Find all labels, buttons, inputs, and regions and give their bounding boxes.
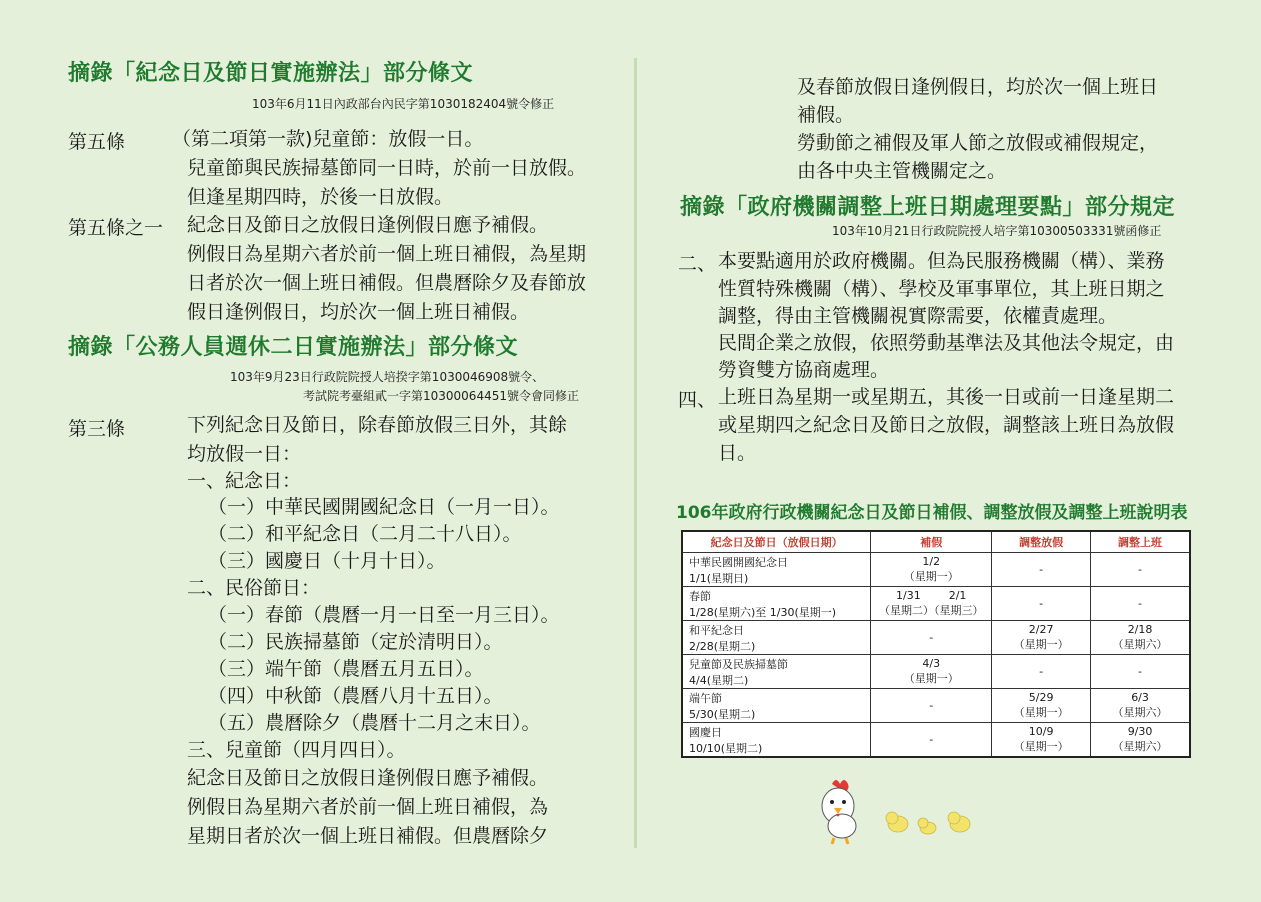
table-row	[682, 553, 1190, 587]
article-text-line: （一）中華民國開國紀念日（一月一日）。	[208, 496, 560, 518]
amendment-note: 103年10月21日行政院院授人培字第10300503331號函修正	[832, 224, 1162, 238]
adjusted-work-cell: -	[1091, 553, 1190, 587]
holiday-cell	[682, 587, 871, 621]
item-text-line: 調整，得由主管機關視實際需要，依權責處理。	[718, 305, 1118, 327]
item-text-line: 本要點適用於政府機關。但為民服務機關（構）、業務	[718, 250, 1165, 272]
holiday-name: 和平紀念日	[689, 623, 744, 637]
article-text-line: 三、兒童節（四月四日）。	[187, 739, 406, 761]
article-text-line: （三）國慶日（十月十日）。	[208, 550, 446, 572]
adjusted-off-cell: -	[992, 587, 1091, 621]
adjusted-work-cell: 9/30 （星期六）	[1091, 723, 1190, 758]
table-row	[682, 723, 1190, 758]
article-label: 第五條	[68, 131, 126, 153]
holiday-table	[681, 530, 1191, 758]
makeup-cell: 1/2 （星期一）	[871, 553, 992, 587]
column-header: 補假	[871, 531, 992, 553]
rooster-icon	[822, 780, 856, 844]
article-text-line: （四）中秋節（農曆八月十五日）。	[208, 685, 503, 707]
holiday-date: 1/28(星期六)至 1/30(星期一)	[689, 605, 837, 619]
holiday-date: 2/28(星期二)	[689, 639, 756, 653]
holiday-name: 國慶日	[689, 725, 722, 739]
article-text-line: 補假。	[797, 104, 855, 126]
holiday-name: 端午節	[689, 691, 722, 705]
chick-icon	[948, 812, 970, 832]
article-text-line: （五）農曆除夕（農曆十二月之末日）。	[208, 712, 541, 734]
table-title: 106年政府行政機關紀念日及節日補假、調整放假及調整上班說明表	[676, 503, 1188, 523]
holiday-date: 5/30(星期二)	[689, 707, 756, 721]
makeup-cell: 1/31 2/1 （星期二）（星期三）	[871, 587, 992, 621]
makeup-cell: -	[871, 723, 992, 758]
article-text-line: 一、紀念日：	[187, 470, 302, 492]
column-header: 調整放假	[992, 531, 1091, 553]
item-text-line: 日。	[718, 442, 757, 464]
adjusted-work-cell: 6/3 （星期六）	[1091, 689, 1190, 723]
item-text-line: 或星期四之紀念日及節日之放假，調整該上班日為放假	[718, 414, 1175, 436]
amendment-note: 103年6月11日內政部台內民字第1030182404號令修正	[252, 97, 555, 111]
table-header-row	[682, 531, 1190, 553]
article-text-line: （二）和平紀念日（二月二十八日）。	[208, 523, 522, 545]
adjusted-off-cell: 2/27 （星期一）	[992, 621, 1091, 655]
article-text-line: （第二項第一款)兒童節：放假一日。	[172, 128, 484, 150]
adjusted-off-cell: -	[992, 655, 1091, 689]
section-title-holiday-act: 摘錄「紀念日及節日實施辦法」部分條文	[68, 61, 474, 86]
section-title-weekend-act: 摘錄「公務人員週休二日實施辦法」部分條文	[68, 335, 519, 360]
holiday-name: 兒童節及民族掃墓節	[689, 657, 788, 671]
adjusted-work-cell: 2/18 （星期六）	[1091, 621, 1190, 655]
holiday-date: 4/4(星期二)	[689, 673, 749, 687]
article-text-line: 但逢星期四時，於後一日放假。	[187, 186, 454, 208]
chick-icon	[918, 818, 936, 834]
rooster-chicks-illustration	[812, 776, 982, 846]
makeup-cell: -	[871, 621, 992, 655]
article-text-line: 二、民俗節日：	[187, 577, 321, 599]
article-text-line: 均放假一日：	[187, 443, 302, 465]
holiday-date: 1/1(星期日)	[689, 571, 749, 585]
item-number: 二、	[678, 253, 717, 275]
section-title-workday-adjustment: 摘錄「政府機關調整上班日期處理要點」部分規定	[680, 195, 1176, 220]
table-row	[682, 689, 1190, 723]
table-row	[682, 621, 1190, 655]
column-header: 調整上班	[1091, 531, 1190, 553]
article-text-line: 紀念日及節日之放假日逢例假日應予補假。	[187, 214, 549, 236]
holiday-cell	[682, 689, 871, 723]
article-text-line: 及春節放假日逢例假日，均於次一個上班日	[797, 76, 1159, 98]
column-header: 紀念日及節日（放假日期）	[682, 531, 871, 553]
article-text-line: （一）春節（農曆一月一日至一月三日）。	[208, 604, 560, 626]
article-text-line: 紀念日及節日之放假日逢例假日應予補假。	[187, 767, 549, 789]
article-label: 第五條之一	[68, 217, 164, 239]
adjusted-work-cell: -	[1091, 587, 1190, 621]
holiday-cell	[682, 553, 871, 587]
amendment-note: 103年9月23日行政院院授人培揆字第1030046908號令、	[230, 370, 545, 384]
article-text-line: 由各中央主管機關定之。	[797, 160, 1007, 182]
column-divider	[634, 58, 637, 848]
article-text-line: 兒童節與民族掃墓節同一日時，於前一日放假。	[187, 157, 587, 179]
holiday-cell	[682, 621, 871, 655]
article-text-line: （二）民族掃墓節（定於清明日）。	[208, 631, 503, 653]
article-text-line: 假日逢例假日，均於次一個上班日補假。	[187, 301, 530, 323]
chick-icon	[886, 812, 908, 832]
holiday-date: 10/10(星期二)	[689, 741, 763, 755]
article-text-line: 日者於次一個上班日補假。但農曆除夕及春節放	[187, 272, 587, 294]
table-row	[682, 655, 1190, 689]
amendment-note: 考試院考臺組貳一字第10300064451號令會同修正	[303, 389, 579, 403]
article-text-line: 下列紀念日及節日，除春節放假三日外，其餘	[187, 414, 568, 436]
item-number: 四、	[678, 389, 717, 411]
article-text-line: （三）端午節（農曆五月五日）。	[208, 658, 484, 680]
adjusted-off-cell: -	[992, 553, 1091, 587]
holiday-name: 中華民國開國紀念日	[689, 555, 788, 569]
table-row	[682, 587, 1190, 621]
article-text-line: 例假日為星期六者於前一個上班日補假，為星期	[187, 243, 587, 265]
item-text-line: 勞資雙方協商處理。	[718, 359, 890, 381]
article-text-line: 勞動節之補假及軍人節之放假或補假規定，	[797, 132, 1159, 154]
holiday-cell	[682, 655, 871, 689]
makeup-cell: 4/3 （星期一）	[871, 655, 992, 689]
article-text-line: 星期日者於次一個上班日補假。但農曆除夕	[187, 825, 549, 847]
article-text-line: 例假日為星期六者於前一個上班日補假，為	[187, 796, 549, 818]
holiday-name: 春節	[689, 589, 711, 603]
item-text-line: 性質特殊機關（構）、學校及軍事單位，其上班日期之	[718, 278, 1165, 300]
item-text-line: 上班日為星期一或星期五，其後一日或前一日逢星期二	[718, 386, 1175, 408]
adjusted-off-cell: 10/9 （星期一）	[992, 723, 1091, 758]
adjusted-off-cell: 5/29 （星期一）	[992, 689, 1091, 723]
makeup-cell: -	[871, 689, 992, 723]
article-label: 第三條	[68, 418, 126, 440]
holiday-cell	[682, 723, 871, 758]
item-text-line: 民間企業之放假，依照勞動基準法及其他法令規定，由	[718, 332, 1175, 354]
adjusted-work-cell: -	[1091, 655, 1190, 689]
